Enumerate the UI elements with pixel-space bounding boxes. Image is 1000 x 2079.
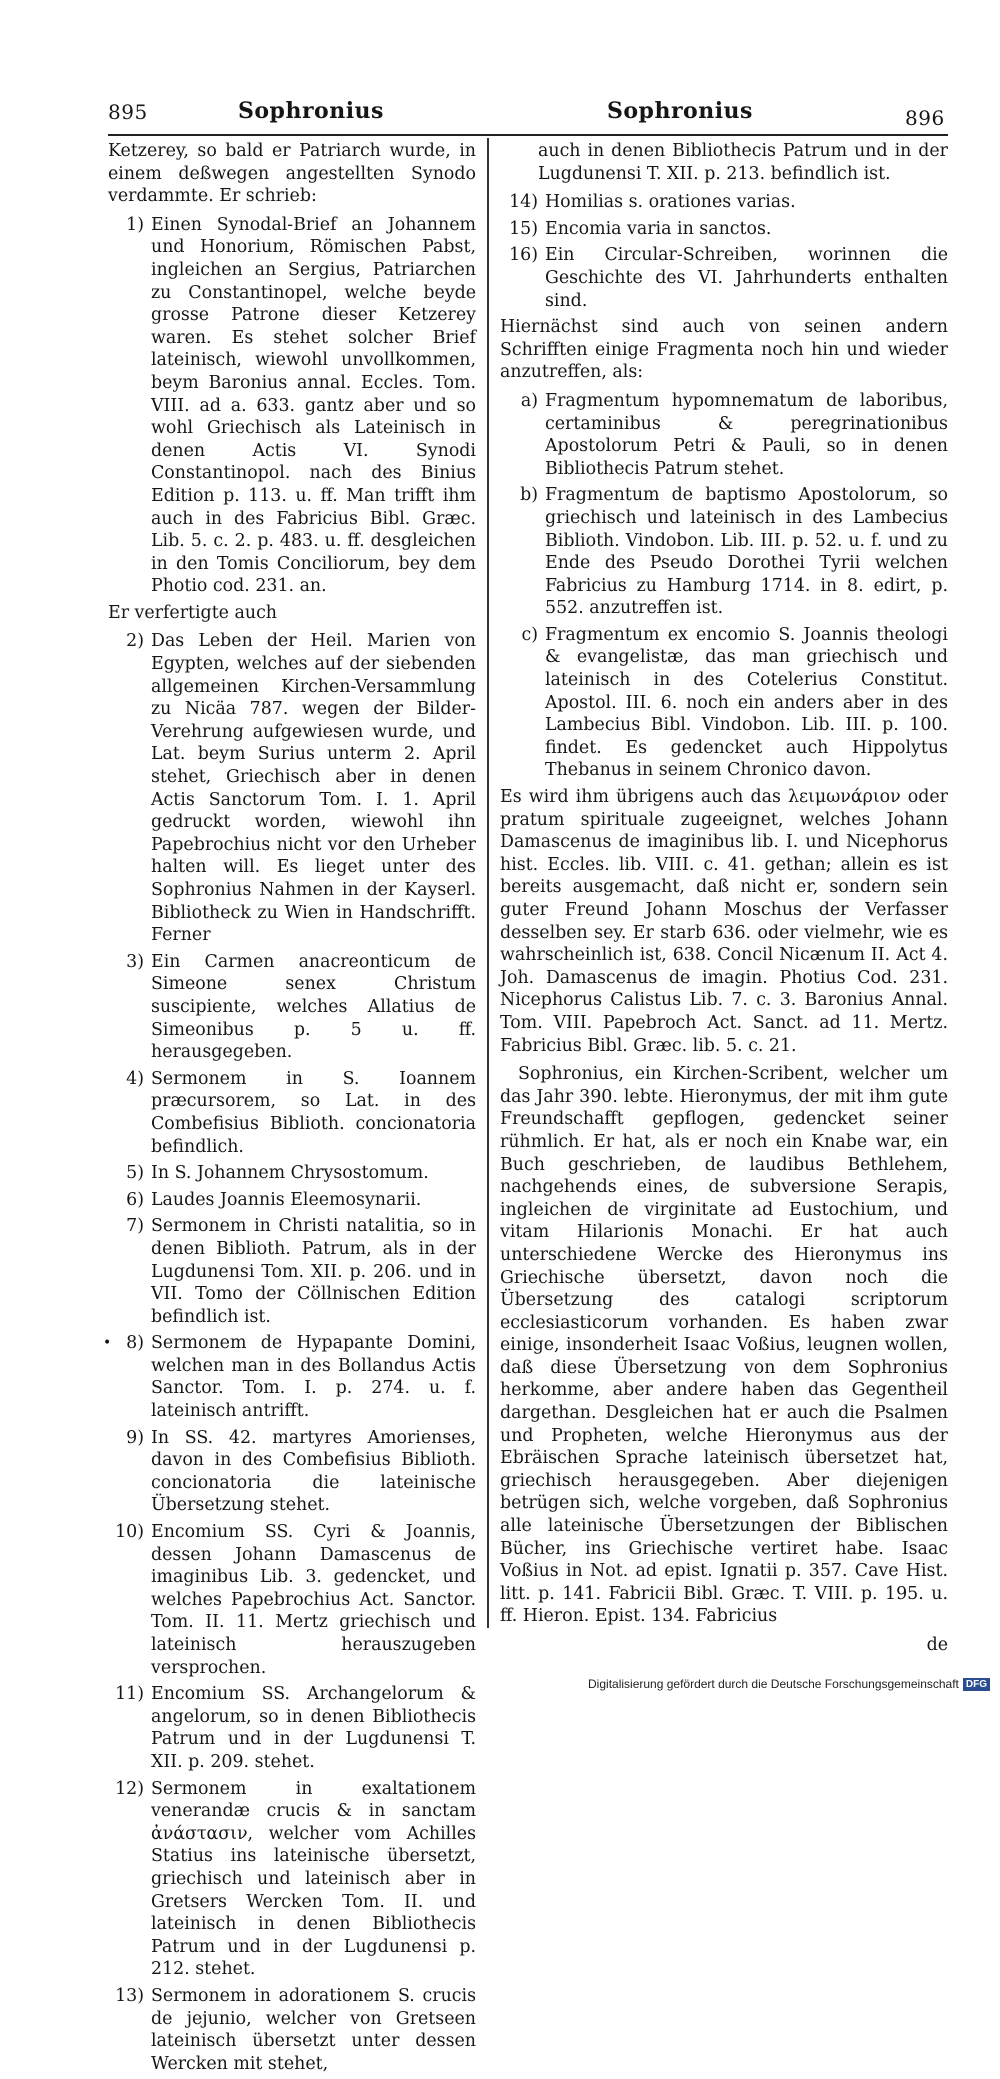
list-item bbox=[114, 951, 476, 1064]
item-number: 8) bbox=[126, 1333, 144, 1354]
item-letter: c) bbox=[521, 624, 538, 645]
list-item bbox=[114, 1068, 476, 1158]
item-number: 2) bbox=[126, 631, 144, 652]
catchword: de bbox=[926, 1635, 948, 1655]
item-number: 6) bbox=[126, 1189, 144, 1210]
item-text: Laudes Joannis Eleemosynarii. bbox=[151, 1189, 422, 1210]
list-item bbox=[114, 1427, 476, 1517]
item-number: 5) bbox=[126, 1163, 144, 1184]
item-number: 3) bbox=[126, 951, 144, 972]
item-number: 16) bbox=[509, 245, 538, 266]
pratum-paragraph: Es wird ihm übrigens auch das λειμωνάριον oder pratum spirituale zugeeignet, welches Johann Damascenus de imaginibus lib. I. und Nicephorus hist. Eccles. lib. VIII. c. 41. gethan; allein es ist bereits ausgemacht, daß nicht er, sondern sein guter Freund Johann Moschus der Verfasser desselben sey. Er starb 636. oder vielmehr, wie es wahrscheinlich ist, 638. Concil Nicænum II. Act 4. Joh. Damascenus de imagin. Photius Cod. 231. Nicephorus Calistus Lib. 7. c. 3. Baronius Annal. Tom. VIII. Papebroch Act. Sanct. ad 11. Mertz. Fabricius Bibl. Græc. lib. 5. c. 21. bbox=[500, 787, 948, 1056]
right-running-title: Sophronius bbox=[607, 98, 753, 124]
list-item bbox=[114, 1215, 476, 1328]
item-text: Sermonem in adorationem S. crucis de jejunio, welcher von Gretseen lateinisch übersetzt unter dessen Wercken mit stehet, bbox=[151, 1985, 476, 2074]
item-text: Ein Circular-Schreiben, worinnen die Geschichte des VI. Jahrhunderts enthalten sind. bbox=[545, 245, 948, 311]
list-item bbox=[500, 390, 948, 480]
item-number: 7) bbox=[126, 1216, 144, 1237]
item-number: 9) bbox=[126, 1427, 144, 1448]
item-text: Das Leben der Heil. Marien von Egypten, welches auf der siebenden allgemeinen Kirchen-Versammlung zu Nicäa 787. wegen der Bilder-Verehrung aufgewiesen wurde, und Lat. beym Surius unterm 2. April stehet, Griechisch aber in denen Actis Sanctorum Tom. I. 1. April gedruckt worden, wiewohl ihn Papebrochius nicht vor den Urheber halten will. Es lieget unter des Sophronius Nahmen in der Kayserl. Bibliotheck zu Wien in Handschrifft. Ferner bbox=[151, 631, 476, 946]
item-number: 1) bbox=[126, 214, 144, 235]
item-text: Fragmentum hypomnematum de laboribus, certaminibus & peregrinationibus Apostolorum Petri & Pauli, so in denen Bibliothecis Patrum stehet. bbox=[545, 390, 948, 479]
list-item bbox=[500, 484, 948, 620]
right-page-number: 896 bbox=[905, 106, 945, 130]
item-number: 13) bbox=[115, 1985, 144, 2006]
item-number: 15) bbox=[509, 218, 538, 239]
list-item bbox=[114, 1162, 476, 1185]
digitization-footer bbox=[588, 1677, 990, 1691]
list-item bbox=[114, 1189, 476, 1212]
left-page-number: 895 bbox=[108, 100, 148, 124]
item-text: Fragmentum ex encomio S. Joannis theologi & evangelistæ, das man griechisch und lateinisch in des Cotelerius Constitut. Apostol. III. 6. noch ein anders aber in des Lambecius Bibl. Vindobon. Lib. III. p. 100. findet. Es gedencket auch Hippolytus Thebanus in seinem Chronico davon. bbox=[545, 624, 948, 781]
left-column bbox=[108, 140, 476, 2079]
item-number: 4) bbox=[126, 1068, 144, 1089]
item-text: Ein Carmen anacreonticum de Simeone senex Christum suscipiente, welches Allatius de Simeonibus p. 5 u. ff. herausgegeben. bbox=[151, 951, 476, 1063]
item-text: Sermonem in Christi natalitia, so in denen Biblioth. Patrum, als in der Lugdunensi Tom. XII. p. 206. und in VII. Tomo der Cöllnischen Edition befindlich ist. bbox=[151, 1216, 476, 1327]
item-letter: b) bbox=[520, 485, 538, 506]
item-text: Homilias s. orationes varias. bbox=[545, 192, 796, 213]
item-text: Sermonem de Hypapante Domini, welchen man in des Bollandus Actis Sanctor. Tom. I. p. 274. u. f. lateinisch antrifft. bbox=[151, 1333, 476, 1422]
item-letter: a) bbox=[520, 390, 538, 411]
list-item bbox=[114, 214, 476, 598]
fragments-paragraph: Hiernächst sind auch von seinen andern Schrifften einige Fragmenta noch hin und wieder anzutreffen, als: bbox=[500, 317, 948, 383]
item-number: 11) bbox=[115, 1684, 144, 1705]
item-text: Sermonem in S. Ioannem præcursorem, so Lat. in des Combefisius Biblioth. concionatoria befindlich. bbox=[151, 1068, 476, 1157]
list-item bbox=[114, 630, 476, 946]
list-item bbox=[114, 1985, 476, 2075]
list-item bbox=[114, 1521, 476, 1679]
column-divider bbox=[487, 138, 489, 1628]
list-item bbox=[500, 624, 948, 782]
list-item bbox=[114, 1778, 476, 1981]
header-rule bbox=[108, 134, 948, 136]
right-column bbox=[500, 140, 948, 1657]
item-text: Encomium SS. Archangelorum & angelorum, so in denen Bibliothecis Patrum und in der Lugdunensi T. XII. p. 209. stehet. bbox=[151, 1684, 476, 1772]
margin-mark: • bbox=[103, 1335, 112, 1351]
item-text: Fragmentum de baptismo Apostolorum, so griechisch und lateinisch in des Lambecius Biblioth. Vindobon. Lib. III. p. 52. u. f. und zu Ende des Pseudo Dorothei Tyrii welchen Fabricius zu Hamburg 1714. in 8. edirt, p. 552. anzutreffen ist. bbox=[545, 485, 948, 619]
item-text: Encomium SS. Cyri & Joannis, dessen Johann Damascenus de imaginibus Lib. 3. gedencket, und welches Papebrochius Act. Sanctor. Tom. II. 11. Mertz griechisch und lateinisch herauszugeben versprochen. bbox=[151, 1522, 476, 1678]
right-continuation: auch in denen Bibliothecis Patrum und in der Lugdunensi T. XII. p. 213. befindlich ist. bbox=[538, 141, 948, 184]
second-sophronius-paragraph: Sophronius, ein Kirchen-Scribent, welcher um das Jahr 390. lebte. Hieronymus, der mit ihm gute Freundschafft gepflogen, gedencket seiner rühmlich. Er hat, als er noch ein Knabe war, ein Buch geschrieben, de laudibus Bethlehem, nachgehends eines, de subversione Serapis, ingleichen de virginitate ad Eustochium, und vitam Hilarionis Monachi. Er hat auch unterschiedene Wercke des Hieronymus ins Griechische übersetzt, davon noch die Übersetzung des catalogi scriptorum ecclesiasticorum vorhanden. Es haben zwar einige, insonderheit Isaac Voßius, leugnen wollen, daß diese Übersetzung von dem Sophronius herkomme, aber andere haben das Gegentheil dargethan. Desgleichen hat er auch die Psalmen und Propheten, welche Hieronymus aus der Ebräischen Sprache lateinisch übersetzet hat, griechisch herausgegeben. Aber diejenigen betrügen sich, welche vorgeben, daß Sophronius alle lateinische Übersetzungen der Biblischen Bücher, ins Griechische vertiret habe. Isaac Voßius in Not. ad epist. Ignatii p. 357. Cave Hist. litt. p. 141. Fabricii Bibl. Græc. T. VIII. p. 195. u. ff. Hieron. Epist. 134. Fabricius bbox=[500, 1064, 948, 1627]
item-number: 12) bbox=[115, 1778, 144, 1799]
item-text: Encomia varia in sanctos. bbox=[545, 218, 772, 239]
list-item bbox=[500, 191, 948, 214]
list-item bbox=[500, 244, 948, 312]
item-text: Sermonem in exaltationem venerandæ crucis & in sanctam ἀνάστασιν, welcher vom Achilles Statius ins lateinische übersetzt, griechisch und lateinisch aber in Gretsers Wercken Tom. II. und lateinisch in denen Bibliothecis Patrum und in der Lugdunensi p. 212. stehet. bbox=[151, 1778, 476, 1980]
footer-text: Digitalisierung gefördert durch die Deutsche Forschungsgemeinschaft bbox=[588, 1677, 959, 1691]
item-text: In S. Johannem Chrysostomum. bbox=[151, 1163, 429, 1184]
list-item bbox=[500, 218, 948, 241]
left-running-title: Sophronius bbox=[238, 98, 384, 124]
left-intro-paragraph: Ketzerey, so bald er Patriarch wurde, in einem deßwegen angestellten Synodo verdammte. Er schrieb: bbox=[108, 141, 476, 207]
left-middle-line: Er verfertigte auch bbox=[108, 602, 278, 623]
item-number: 10) bbox=[115, 1522, 144, 1543]
list-item bbox=[114, 1683, 476, 1773]
item-number: 14) bbox=[509, 192, 538, 213]
dfg-logo: DFG bbox=[963, 1678, 990, 1691]
item-text: Einen Synodal-Brief an Johannem und Honorium, Römischen Pabst, ingleichen an Sergius, Patriarchen zu Constantinopel, welche beyde grosse Patrone dieser Ketzerey waren. Es stehet solcher Brief lateinisch, wiewohl unvollkommen, beym Baronius annal. Eccles. Tom. VIII. ad a. 633. gantz aber und so wohl Griechisch als Lateinisch in denen Actis VI. Synodi Constantinopol. nach des Binius Edition p. 113. u. ff. Man trifft ihm auch in des Fabricius Bibl. Græc. Lib. 5. c. 2. p. 483. u. ff. desgleichen in den Tomis Conciliorum, bey dem Photio cod. 231. an. bbox=[151, 214, 476, 597]
list-item bbox=[114, 1332, 476, 1422]
item-text: In SS. 42. martyres Amorienses, davon in des Combefisius Biblioth. concionatoria die lateinische Übersetzung stehet. bbox=[151, 1427, 476, 1516]
